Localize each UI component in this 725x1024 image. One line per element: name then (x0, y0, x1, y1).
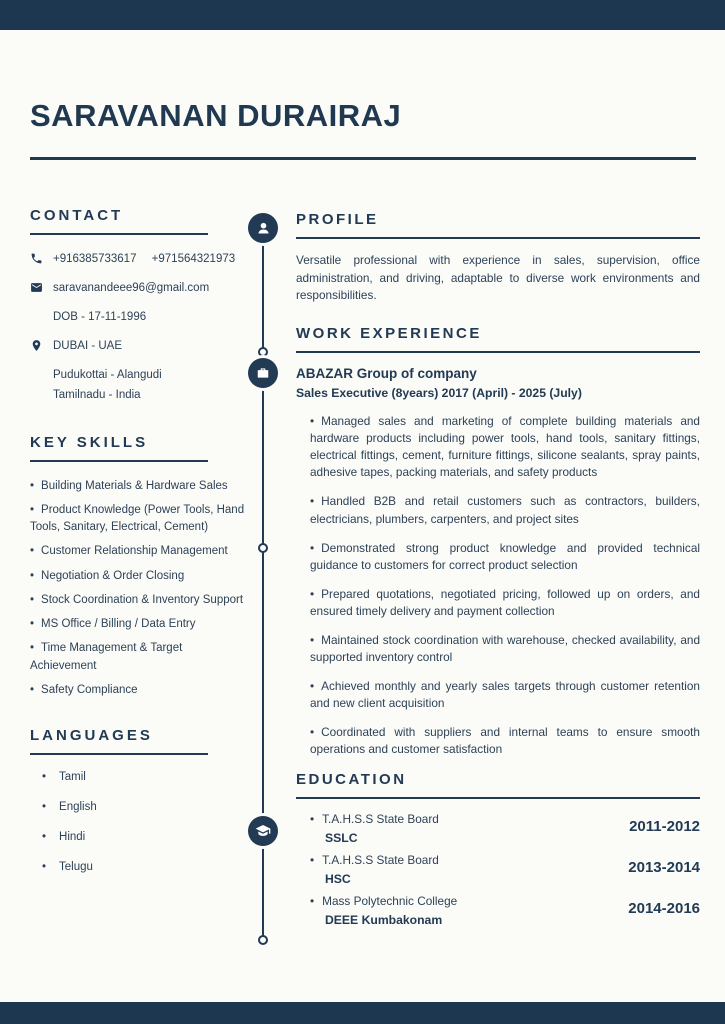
education-list (296, 812, 700, 927)
language-item: • English (42, 801, 246, 813)
timeline-dot-3 (258, 935, 268, 945)
work-bullet: • Demonstrated strong product knowledge and provided technical guidance to customers for correct product selection (310, 540, 700, 574)
education-item-details (296, 853, 628, 886)
work-bullet: • Prepared quotations, negotiated pricing, followed up on orders, and ensured timely delivery and payment collection (310, 586, 700, 620)
key-skills-heading: KEY SKILLS (30, 434, 208, 462)
work-experience-heading: WORK EXPERIENCE (296, 325, 700, 353)
language-item: • Hindi (42, 831, 246, 843)
work-bullet: • Maintained stock coordination with warehouse, checked availability, and supported inventory control (310, 632, 700, 666)
work-bullet: • Managed sales and marketing of complete building materials and hardware products including power tools, hand tools, sanitary fittings, electrical fittings, cement, furniture fittings, silicone sealants, spray paints, adhesive tapes, packing materials, and safety products (310, 413, 700, 481)
education-item-details (296, 894, 628, 927)
timeline-dot-1 (258, 347, 268, 357)
briefcase-icon (248, 358, 278, 388)
envelope-icon (30, 281, 44, 294)
education-years: 2014-2016 (628, 899, 700, 917)
email-row (30, 280, 246, 296)
candidate-name: SARAVANAN DURAIRAJ (30, 98, 402, 133)
phone-number-1: +916385733617 (53, 253, 137, 265)
key-skills-section (30, 434, 246, 700)
work-bullet: • Handled B2B and retail customers such as contractors, builders, electricians, plumbers, carpenters, and project sites (310, 493, 700, 527)
education-item-details (296, 812, 629, 845)
skill-item: • MS Office / Billing / Data Entry (30, 616, 246, 633)
address-row (30, 367, 246, 407)
work-bullet: • Achieved monthly and yearly sales targets through customer retention and new client acquisition (310, 678, 700, 712)
skill-item: • Building Materials & Hardware Sales (30, 478, 246, 495)
language-item: • Tamil (42, 771, 246, 783)
phone-icon (30, 252, 44, 265)
address-line-2: Tamilnadu - India (53, 389, 141, 402)
location-row (30, 338, 246, 354)
education-item (296, 853, 700, 886)
right-column (296, 211, 700, 935)
phone-number-2: +971564321973 (151, 253, 236, 265)
address-line-1: Pudukottai - Alangudi (53, 369, 162, 382)
graduation-cap-icon (248, 816, 278, 846)
dob-row (30, 309, 246, 325)
skill-item: • Customer Relationship Management (30, 543, 246, 560)
education-degree: DEEE Kumbakonam (325, 912, 443, 927)
top-accent-bar (0, 0, 725, 30)
education-school: • Mass Polytechnic College (310, 894, 628, 908)
bottom-accent-bar (0, 1002, 725, 1024)
contact-heading: CONTACT (30, 207, 208, 235)
skill-item: • Product Knowledge (Power Tools, Hand Tools, Sanitary, Electrical, Cement) (30, 502, 246, 537)
timeline-dot-2 (258, 543, 268, 553)
left-column (30, 207, 246, 891)
education-section (296, 771, 700, 927)
education-school: • T.A.H.S.S State Board (310, 853, 628, 867)
skill-item: • Time Management & Target Achievement (30, 640, 246, 675)
contact-section (30, 207, 246, 408)
education-years: 2013-2014 (628, 858, 700, 876)
job-title-dates: Sales Executive (8years) 2017 (April) - 2025 (July) (296, 386, 582, 401)
education-years: 2011-2012 (629, 817, 700, 835)
title-divider (30, 157, 696, 160)
language-item: • Telugu (42, 861, 246, 873)
dob-value: DOB - 17-11-1996 (53, 311, 147, 324)
work-bullet-list (296, 413, 700, 759)
profile-summary: Versatile professional with experience in sales, supervision, office administration, and driving, adaptable to diverse work environments and responsibilities. (296, 253, 700, 303)
profile-section (296, 211, 700, 305)
skill-item: • Negotiation & Order Closing (30, 568, 246, 585)
skill-item: • Stock Coordination & Inventory Support (30, 592, 246, 609)
education-degree: HSC (325, 871, 351, 886)
education-school: • T.A.H.S.S State Board (310, 812, 629, 826)
education-item (296, 894, 700, 927)
skill-item: • Safety Compliance (30, 682, 246, 699)
education-degree: SSLC (325, 830, 358, 845)
map-pin-icon (30, 339, 44, 352)
work-experience-section (296, 325, 700, 759)
work-bullet: • Coordinated with suppliers and internal teams to ensure smooth operations and customer satisfaction (310, 724, 700, 758)
email-value: saravanandeee96@gmail.com (53, 282, 210, 295)
education-item (296, 812, 700, 845)
city-value: DUBAI - UAE (53, 340, 123, 353)
languages-section (30, 727, 246, 873)
company-name: ABAZAR Group of company (296, 366, 477, 382)
person-icon (248, 213, 278, 243)
phone-row (30, 251, 246, 267)
phone-numbers (53, 251, 235, 267)
languages-list (30, 771, 246, 873)
profile-heading: PROFILE (296, 211, 700, 239)
languages-heading: LANGUAGES (30, 727, 208, 755)
key-skills-list (30, 478, 246, 700)
education-heading: EDUCATION (296, 771, 700, 799)
